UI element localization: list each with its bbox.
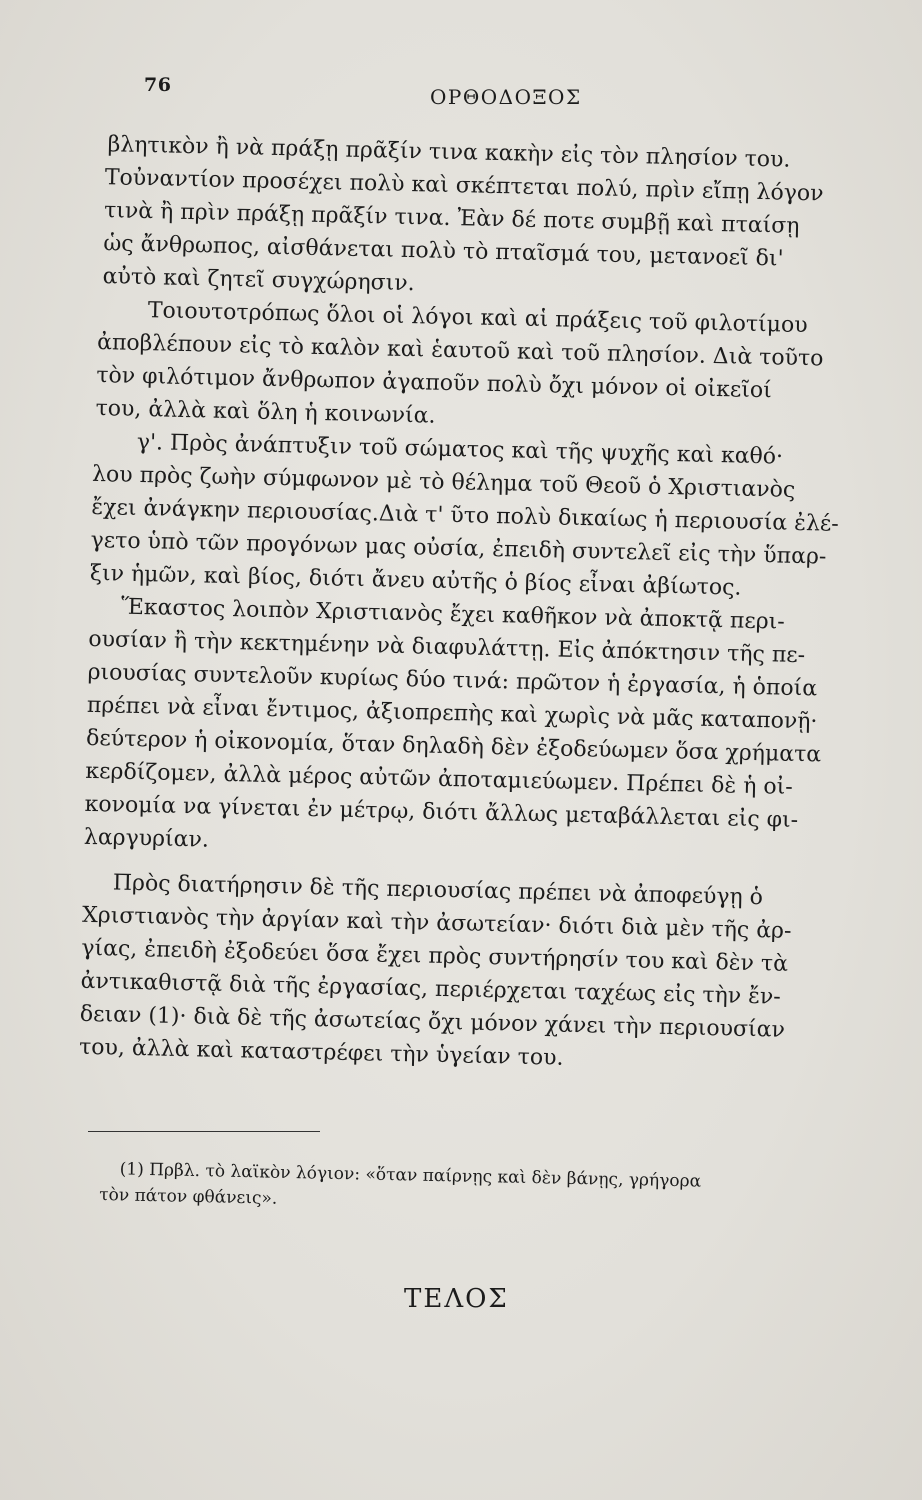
end-mark: ΤΕΛΟΣ <box>404 1284 509 1314</box>
body-line: τινὰ ἢ πρὶν πράξῃ πρᾶξίν τινα. Ἐὰν δέ ποτε συμβῇ καὶ πταίσῃ <box>103 198 800 239</box>
body-line: βλητικὸν ἢ νὰ πράξῃ πρᾶξίν τινα κακὴν εἰς τὸν πλησίον του. <box>107 132 791 173</box>
footnote-line: (1) Πρβλ. τὸ λαϊκὸν λόγιον: «ὅταν παίρνῃς καὶ δὲν βάνῃς, γρήγορα <box>119 1159 702 1192</box>
paragraph-start-line: Πρὸς διατήρησιν δὲ τῆς περιουσίας πρέπει νὰ ἀποφεύγῃ ὁ <box>112 870 764 911</box>
body-line: πρέπει νὰ εἶναι ἔντιμος, ἀξιοπρεπὴς καὶ χωρὶς νὰ μᾶς καταπονῇ· <box>86 692 818 735</box>
body-line: ὡς ἄνθρωπος, αἰσθάνεται πολὺ τὸ πταῖσμά του, μετανοεῖ δι' <box>103 231 784 272</box>
body-line: ἀντικαθιστᾷ διὰ τῆς ἐργασίας, περιέρχεται ταχέως εἰς τὴν ἔν- <box>80 968 782 1010</box>
body-line: ἀποβλέπουν εἰς τὸ καλὸν καὶ ἑαυτοῦ καὶ τοῦ πλησίον. Διὰ τοῦτο <box>96 329 824 372</box>
footnote <box>99 1156 870 1224</box>
body-line: αὐτὸ καὶ ζητεῖ συγχώρησιν. <box>102 264 415 297</box>
body-line: Χριστιανὸς τὴν ἀργίαν καὶ τὴν ἀσωτείαν· διότι διὰ μὲν τῆς ἀρ- <box>81 902 792 944</box>
footnote-line: τὸν πάτον φθάνεις». <box>98 1184 278 1209</box>
body-line: δεύτερον ἡ οἰκονομία, ὅταν δηλαδὴ δὲν ἐξοδεύωμεν ὅσα χρήματα <box>85 725 822 768</box>
body-line: ἔχει ἀνάγκην περιουσίας.Διὰ τ' ῦτο πολὺ δικαίως ἡ περιουσία ἐλέ- <box>91 494 840 537</box>
body-line: κονομία να γίνεται ἐν μέτρῳ, διότι ἄλλως μεταβάλλεται εἰς φι- <box>84 791 799 834</box>
paragraph-start-line: Τοιουτοτρόπως ὅλοι οἱ λόγοι καὶ αἱ πράξεις τοῦ φιλοτίμου <box>147 298 808 339</box>
running-title: ΟΡΘΟΔΟΞΟΣ <box>430 85 582 109</box>
page-number: 76 <box>144 74 172 96</box>
body-line: γίας, ἐπειδὴ ἐξοδεύει ὅσα ἔχει πρὸς συντήρησίν του καὶ δὲν τὰ <box>81 935 789 977</box>
body-line: κερδίζομεν, ἀλλὰ μέρος αὐτῶν ἀποταμιεύωμεν. Πρέπει δὲ ἡ οἰ- <box>85 758 793 800</box>
body-line: λαργυρίαν. <box>83 824 210 853</box>
body-line: λου πρὸς ζωὴν σύμφωνον μὲ τὸ θέλημα τοῦ Θεοῦ ὁ Χριστιανὸς <box>91 461 796 503</box>
body-line: δειαν (1)· διὰ δὲ τῆς ἀσωτείας ὄχι μόνον χάνει τὴν περιουσίαν <box>79 1001 786 1043</box>
body-line: ριουσίας συντελοῦν κυρίως δύο τινά: πρῶτον ἡ ἐργασία, ἡ ὁποία <box>87 659 818 702</box>
paragraph-start-line: Ἕκαστος λοιπὸν Χριστιανὸς ἔχει καθῆκον νὰ ἀποκτᾷ περι- <box>120 594 786 635</box>
body-line: του, ἀλλὰ καὶ ὅλη ἡ κοινωνία. <box>95 395 436 429</box>
body-line: Τοὐναντίον προσέχει πολὺ καὶ σκέπτεται πολύ, πρὶν εἴπῃ λόγον <box>104 165 824 207</box>
body-line: τὸν φιλότιμον ἄνθρωπον ἀγαποῦν πολὺ ὄχι μόνον οἱ οἰκεῖοί <box>96 362 773 404</box>
footnote-rule <box>88 1131 320 1132</box>
body-line: ουσίαν ἢ τὴν κεκτημένην νὰ διαφυλάττῃ. Εἰς ἀπόκτησιν τῆς πε- <box>88 626 806 669</box>
body-text <box>79 128 870 1081</box>
body-line: του, ἀλλὰ καὶ καταστρέφει τὴν ὑγείαν του. <box>78 1034 564 1071</box>
body-line: γετο ὑπὸ τῶν προγόνων μας οὐσία, ἐπειδὴ συντελεῖ εἰς τὴν ὕπαρ- <box>90 527 827 570</box>
paragraph-start-line: γ'. Πρὸς ἀνάπτυξιν τοῦ σώματος καὶ τῆς ψυχῆς καὶ καθό· <box>136 429 784 470</box>
body-line: ξιν ἡμῶν, καὶ βίος, διότι ἄνευ αὐτῆς ὁ βίος εἶναι ἀβίωτος. <box>89 560 742 601</box>
